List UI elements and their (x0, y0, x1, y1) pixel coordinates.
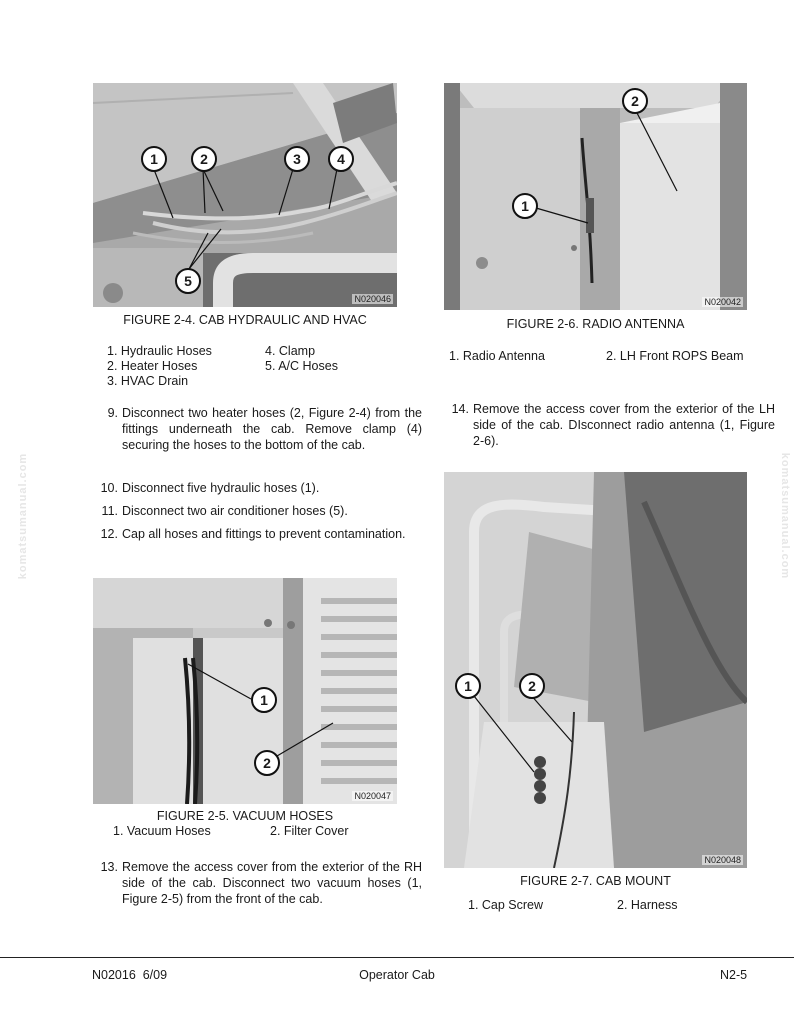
figure-2-6-photo-id: N020042 (704, 297, 741, 307)
figure-2-6-callout-1: 1 (512, 193, 538, 219)
step-13 (96, 859, 422, 907)
figure-2-4-caption: FIGURE 2-4. CAB HYDRAULIC AND HVAC (123, 313, 367, 327)
figure-2-7-photo-id: N020048 (704, 855, 741, 865)
figure-2-5-legend-1: 1. Vacuum Hoses (113, 824, 211, 838)
footer-rule (0, 957, 794, 958)
step-10-text: Disconnect five hydraulic hoses (1). (122, 481, 320, 495)
figure-2-4-legend-4: 4. Clamp (265, 344, 316, 358)
footer-doc-id: N02016 6/09 (92, 968, 168, 982)
figure-2-5-photo-id: N020047 (354, 791, 391, 801)
step-12-number: 12. (100, 527, 118, 541)
figure-2-4-legend-3: 3. HVAC Drain (107, 374, 189, 388)
figure-2-7-legend-1: 1. Cap Screw (468, 898, 544, 912)
figure-2-6-caption: FIGURE 2-6. RADIO ANTENNA (506, 317, 685, 331)
step-14 (445, 401, 775, 449)
step-9 (96, 405, 422, 453)
watermark-left: komatsumanual.com (17, 452, 30, 580)
figure-2-4-photo-id: N020046 (354, 294, 391, 304)
figure-2-6-callout-2: 2 (622, 88, 648, 114)
footer-page-number: N2-5 (720, 968, 748, 982)
figure-2-7-caption: FIGURE 2-7. CAB MOUNT (520, 874, 671, 888)
figure-2-4-callout-1: 1 (141, 146, 167, 172)
step-11-text: Disconnect two air conditioner hoses (5). (122, 504, 348, 518)
step-9-text: Disconnect two heater hoses (2, Figure 2-4) from the fittings underneath the cab. Remove clamp (4) securing the hoses to the bottom of the cab. (122, 406, 422, 452)
step-12 (96, 526, 422, 542)
figure-2-4-callout-5: 5 (175, 268, 201, 294)
figure-2-5-caption: FIGURE 2-5. VACUUM HOSES (156, 809, 334, 823)
figure-2-5-leader-lines (93, 578, 397, 804)
figure-2-7-callout-2: 2 (519, 673, 545, 699)
figure-2-4-legend-1: 1. Hydraulic Hoses (107, 344, 212, 358)
figure-2-5-callout-1: 1 (251, 687, 277, 713)
watermark-right: komatsumanual.com (779, 452, 792, 580)
figure-2-6-legend-2: 2. LH Front ROPS Beam (606, 349, 744, 363)
step-11-number: 11. (101, 504, 118, 518)
figure-2-4-legend-2: 2. Heater Hoses (107, 359, 198, 373)
figure-2-7-callout-1: 1 (455, 673, 481, 699)
step-13-text: Remove the access cover from the exterior of the RH side of the cab. Disconnect two vacuum hoses (1, Figure 2-5) from the front of the cab. (122, 860, 422, 906)
step-14-number: 14. (451, 402, 469, 416)
figure-2-4-legend-5: 5. A/C Hoses (265, 359, 338, 373)
figure-2-5-legend-2: 2. Filter Cover (270, 824, 349, 838)
step-14-text: Remove the access cover from the exterior of the LH side of the cab. DIsconnect radio antenna (1, Figure 2-6). (473, 402, 775, 448)
figure-2-4-callout-2: 2 (191, 146, 217, 172)
figure-2-4-callout-3: 3 (284, 146, 310, 172)
step-10-number: 10. (100, 481, 118, 495)
figure-2-4-callout-4: 4 (328, 146, 354, 172)
footer-section: Operator Cab (359, 968, 435, 982)
step-13-number: 13. (100, 860, 118, 874)
step-10 (96, 480, 422, 496)
figure-2-5-callout-2: 2 (254, 750, 280, 776)
figure-2-6-leader-lines (444, 83, 747, 310)
figure-2-7-leader-lines (444, 472, 747, 868)
step-11 (96, 503, 422, 519)
figure-2-7-legend-2: 2. Harness (617, 898, 678, 912)
step-9-number: 9. (107, 406, 118, 420)
figure-2-6-legend-1: 1. Radio Antenna (449, 349, 545, 363)
figure-2-4-leader-lines (93, 83, 397, 307)
step-12-text: Cap all hoses and fittings to prevent contamination. (122, 527, 406, 541)
